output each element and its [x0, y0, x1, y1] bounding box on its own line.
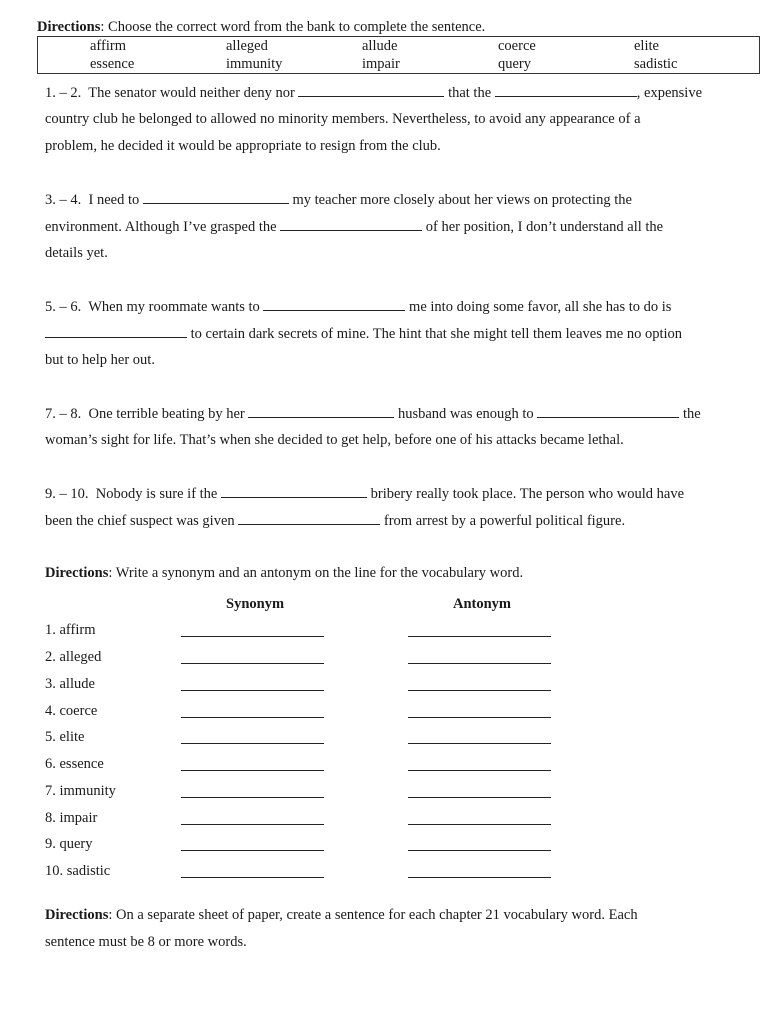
directions-2-label: Directions [45, 565, 109, 581]
answer-blank[interactable] [298, 84, 444, 97]
item-number: 7. – 8. [45, 406, 82, 422]
antonym-blank[interactable] [408, 797, 551, 798]
vocab-word: 7. immunity [45, 783, 116, 799]
directions-1-text: : Choose the correct word from the bank to complete the sentence. [100, 19, 486, 35]
sentence-line [45, 485, 684, 503]
item-number: 5. – 6. [45, 299, 82, 315]
synonym-blank[interactable] [181, 690, 324, 691]
answer-blank[interactable] [238, 512, 380, 525]
sentence-text: of her position, I don’t understand all the [422, 219, 664, 235]
answer-blank[interactable] [263, 298, 405, 311]
sentence-line: country club he belonged to allowed no minority members. Nevertheless, to avoid any appearance of a [45, 111, 641, 127]
bank-word: query [498, 56, 532, 72]
sentence-line [45, 191, 632, 209]
bank-word: impair [362, 56, 400, 72]
bank-word: immunity [226, 56, 283, 72]
vocab-word: 8. impair [45, 810, 98, 826]
sentence-text: to certain dark secrets of mine. The hint that she might tell them leaves me no option [187, 326, 683, 342]
sentence-text: husband was enough to [394, 406, 538, 422]
synonym-blank[interactable] [181, 717, 324, 718]
directions-3 [45, 907, 638, 924]
sentence-line [45, 405, 701, 423]
item-number: 1. – 2. [45, 85, 82, 101]
sentence-line: but to help her out. [45, 352, 155, 368]
antonym-blank[interactable] [408, 877, 551, 878]
synonym-blank[interactable] [181, 877, 324, 878]
antonym-blank[interactable] [408, 850, 551, 851]
directions-3-line2: sentence must be 8 or more words. [45, 934, 247, 950]
bank-word: alleged [226, 38, 268, 54]
answer-blank[interactable] [495, 84, 637, 97]
sentence-line: woman’s sight for life. That’s when she decided to get help, before one of his attacks became lethal. [45, 432, 624, 448]
antonym-blank[interactable] [408, 717, 551, 718]
sentence-text: been the chief suspect was given [45, 513, 239, 529]
vocab-word: 4. coerce [45, 703, 98, 719]
antonym-blank[interactable] [408, 824, 551, 825]
bank-word: coerce [498, 38, 536, 54]
antonym-blank[interactable] [408, 770, 551, 771]
synonym-blank[interactable] [181, 663, 324, 664]
vocab-word: 10. sadistic [45, 863, 111, 879]
synonym-blank[interactable] [181, 797, 324, 798]
sentence-line [45, 512, 625, 530]
sentence-line: details yet. [45, 245, 108, 261]
sentence-text: When my roommate wants to [88, 299, 264, 315]
synonym-blank[interactable] [181, 743, 324, 744]
bank-word: allude [362, 38, 398, 54]
sentence-text: that the [444, 85, 495, 101]
synonym-blank[interactable] [181, 636, 324, 637]
answer-blank[interactable] [280, 218, 422, 231]
sentence-line [45, 84, 702, 102]
sentence-text: environment. Although I’ve grasped the [45, 219, 281, 235]
item-number: 3. – 4. [45, 192, 82, 208]
sentence-line [45, 325, 682, 343]
synonym-blank[interactable] [181, 770, 324, 771]
sentence-text: , expensive [636, 85, 703, 101]
vocab-word: 2. alleged [45, 649, 102, 665]
answer-blank[interactable] [45, 325, 187, 338]
sentence-text: the [679, 406, 701, 422]
answer-blank[interactable] [248, 405, 394, 418]
sentence-text: One terrible beating by her [88, 406, 249, 422]
sentence-text: my teacher more closely about her views on protecting the [288, 192, 632, 208]
sentence-line [45, 218, 663, 236]
bank-word: elite [634, 38, 659, 54]
directions-3-label: Directions [45, 907, 109, 923]
sentence-text: I need to [88, 192, 143, 208]
sentence-line [45, 298, 671, 316]
synonym-header: Synonym [226, 596, 285, 612]
sentence-line: problem, he decided it would be appropriate to resign from the club. [45, 138, 441, 154]
item-number: 9. – 10. [45, 486, 89, 502]
antonym-header: Antonym [453, 596, 512, 612]
directions-3-text: : On a separate sheet of paper, create a sentence for each chapter 21 vocabulary word. Each [108, 907, 638, 923]
vocab-word: 6. essence [45, 756, 104, 772]
sentence-text: The senator would neither deny nor [88, 85, 299, 101]
vocab-word: 5. elite [45, 729, 85, 745]
answer-blank[interactable] [143, 191, 289, 204]
synonym-blank[interactable] [181, 850, 324, 851]
directions-2-text: : Write a synonym and an antonym on the line for the vocabulary word. [108, 565, 524, 581]
antonym-blank[interactable] [408, 663, 551, 664]
sentence-text: from arrest by a powerful political figure. [380, 513, 626, 529]
directions-1 [37, 19, 485, 36]
sentence-text: me into doing some favor, all she has to do is [405, 299, 672, 315]
antonym-blank[interactable] [408, 690, 551, 691]
vocab-word: 3. allude [45, 676, 95, 692]
directions-1-label: Directions [37, 19, 101, 35]
bank-word: sadistic [634, 56, 678, 72]
sentence-text: bribery really took place. The person who would have [367, 486, 685, 502]
vocab-word: 9. query [45, 836, 93, 852]
answer-blank[interactable] [537, 405, 679, 418]
bank-word: affirm [90, 38, 126, 54]
vocab-word: 1. affirm [45, 622, 96, 638]
antonym-blank[interactable] [408, 636, 551, 637]
answer-blank[interactable] [221, 485, 367, 498]
word-bank [37, 36, 760, 74]
bank-word: essence [90, 56, 135, 72]
directions-2 [45, 565, 523, 582]
synonym-blank[interactable] [181, 824, 324, 825]
antonym-blank[interactable] [408, 743, 551, 744]
sentence-text: Nobody is sure if the [95, 486, 221, 502]
